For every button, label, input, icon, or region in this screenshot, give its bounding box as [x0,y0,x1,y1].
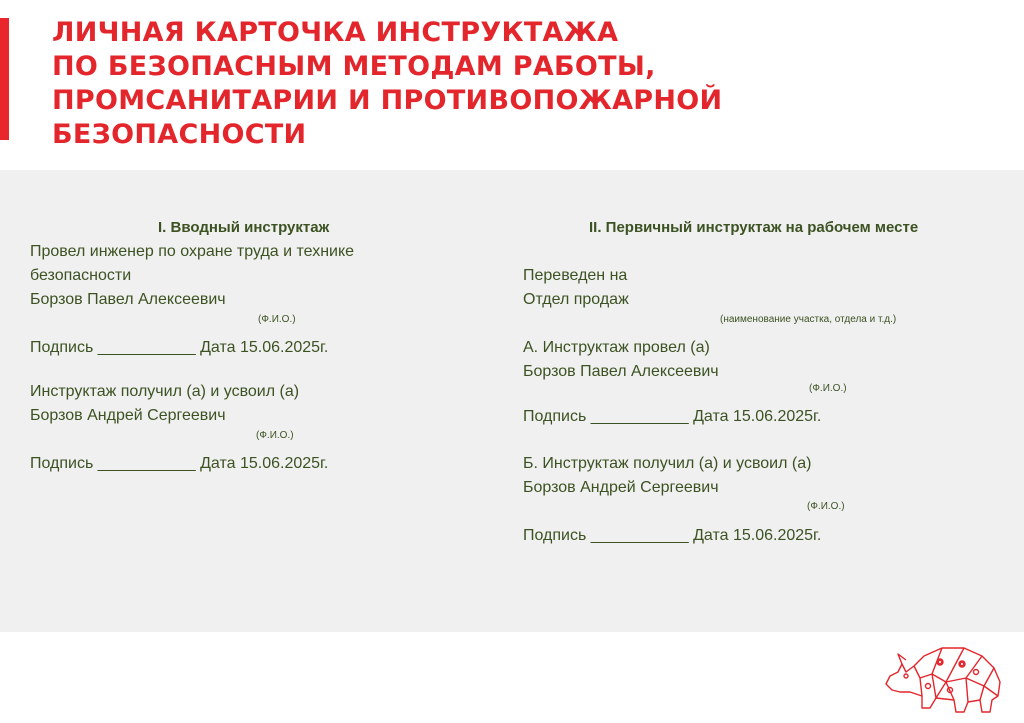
instructor-name: Борзов Павел Алексеевич [30,291,226,308]
fio-label: (Ф.И.О.) [256,430,294,441]
rhino-logo-icon [880,638,1010,718]
trainee-name: Борзов Андрей Сергеевич [30,407,226,424]
signature-date-line: Подпись ___________ Дата 15.06.2025г. [30,339,329,356]
signature-date-line: Подпись ___________ Дата 15.06.2025г. [30,455,329,472]
intro-heading: I. Вводный инструктаж [158,219,330,236]
conducted-by-text: Провел инженер по охране труда и технике [30,243,355,260]
transferred-text: Переведен на [523,267,628,284]
page-title [52,16,722,152]
title-line: ЛИЧНАЯ КАРТОЧКА ИНСТРУКТАЖА [52,17,619,48]
signature-date-line: Подпись ___________ Дата 15.06.2025г. [523,408,822,425]
instructor-name: Борзов Павел Алексеевич [523,363,719,380]
card-panel [0,170,1024,632]
conducted-by-text-cont: безопасности [30,267,132,284]
received-text: Инструктаж получил (а) и усвоил (а) [30,383,300,400]
b-received-text: Б. Инструктаж получил (а) и усвоил (а) [523,455,812,472]
a-conducted-text: А. Инструктаж провел (а) [523,339,710,356]
title-line: ПРОМСАНИТАРИИ И ПРОТИВОПОЖАРНОЙ [52,85,723,116]
department-name: Отдел продаж [523,291,629,308]
title-line: БЕЗОПАСНОСТИ [52,119,307,150]
department-note: (наименование участка, отдела и т.д.) [720,314,897,325]
signature-date-line: Подпись ___________ Дата 15.06.2025г. [523,527,822,544]
fio-label: (Ф.И.О.) [807,501,845,512]
trainee-name: Борзов Андрей Сергеевич [523,479,719,496]
accent-bar [0,18,9,140]
fio-label: (Ф.И.О.) [258,314,296,325]
fio-label: (Ф.И.О.) [809,383,847,394]
workplace-heading: II. Первичный инструктаж на рабочем месте [589,219,919,236]
title-line: ПО БЕЗОПАСНЫМ МЕТОДАМ РАБОТЫ, [52,51,656,82]
